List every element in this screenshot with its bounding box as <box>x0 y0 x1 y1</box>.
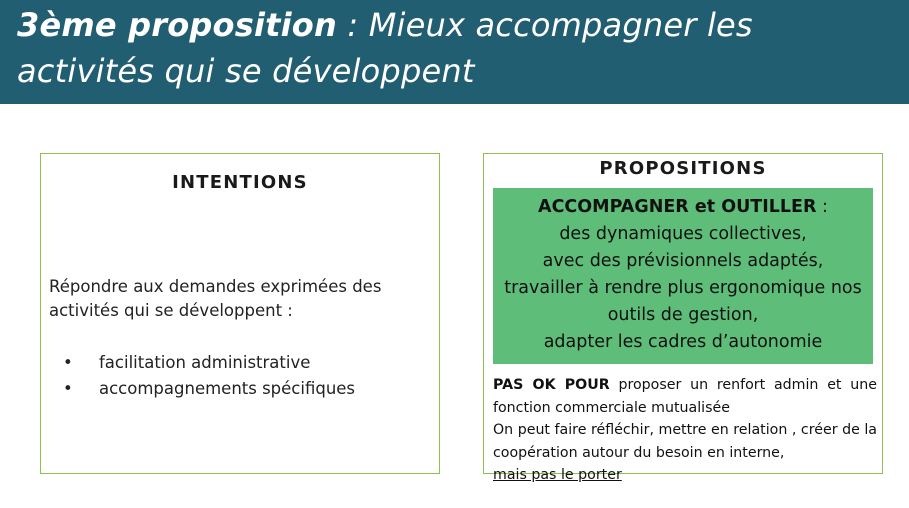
intentions-heading: INTENTIONS <box>172 172 308 193</box>
intentions-list <box>49 350 429 402</box>
highlight-line: avec des prévisionnels adaptés, <box>542 251 824 271</box>
bullet-icon: • <box>63 353 73 372</box>
list-item-label: accompagnements spécifiques <box>99 379 356 398</box>
propositions-highlight <box>493 188 873 364</box>
intentions-box <box>40 153 440 474</box>
list-item <box>49 350 429 376</box>
not-ok-note <box>493 374 877 419</box>
propositions-notes <box>493 374 877 487</box>
bullet-icon: • <box>63 379 73 398</box>
not-ok-label: PAS OK POUR <box>493 377 610 393</box>
highlight-lead-line <box>493 194 873 221</box>
intentions-text: Répondre aux demandes exprimées des activités qui se développent : <box>49 277 382 320</box>
propositions-heading: PROPOSITIONS <box>599 158 767 179</box>
slide-title-number: 3ème proposition <box>17 6 337 44</box>
highlight-lead-suffix: : <box>816 197 828 217</box>
not-carry-note: mais pas le porter <box>493 467 622 483</box>
propositions-box <box>483 153 883 483</box>
highlight-lead: ACCOMPAGNER et OUTILLER <box>538 197 817 217</box>
highlight-line: travailler à rendre plus ergonomique nos <box>504 278 862 298</box>
header-banner <box>0 0 909 104</box>
highlight-line: outils de gestion, <box>607 305 759 325</box>
highlight-line: des dynamiques collectives, <box>559 224 807 244</box>
list-item-label: facilitation administrative <box>99 353 311 372</box>
cooperation-note: On peut faire réfléchir, mettre en relation , créer de la coopération autour du besoin en interne, <box>493 422 877 461</box>
not-ok-text: proposer un renfort admin et une fonction commerciale mutualisée <box>493 377 877 416</box>
list-item <box>49 376 429 402</box>
highlight-line: adapter les cadres d’autonomie <box>543 332 823 352</box>
slide-title-text: : Mieux accompagner les activités qui se développent <box>17 6 753 90</box>
slide-title <box>17 2 897 94</box>
